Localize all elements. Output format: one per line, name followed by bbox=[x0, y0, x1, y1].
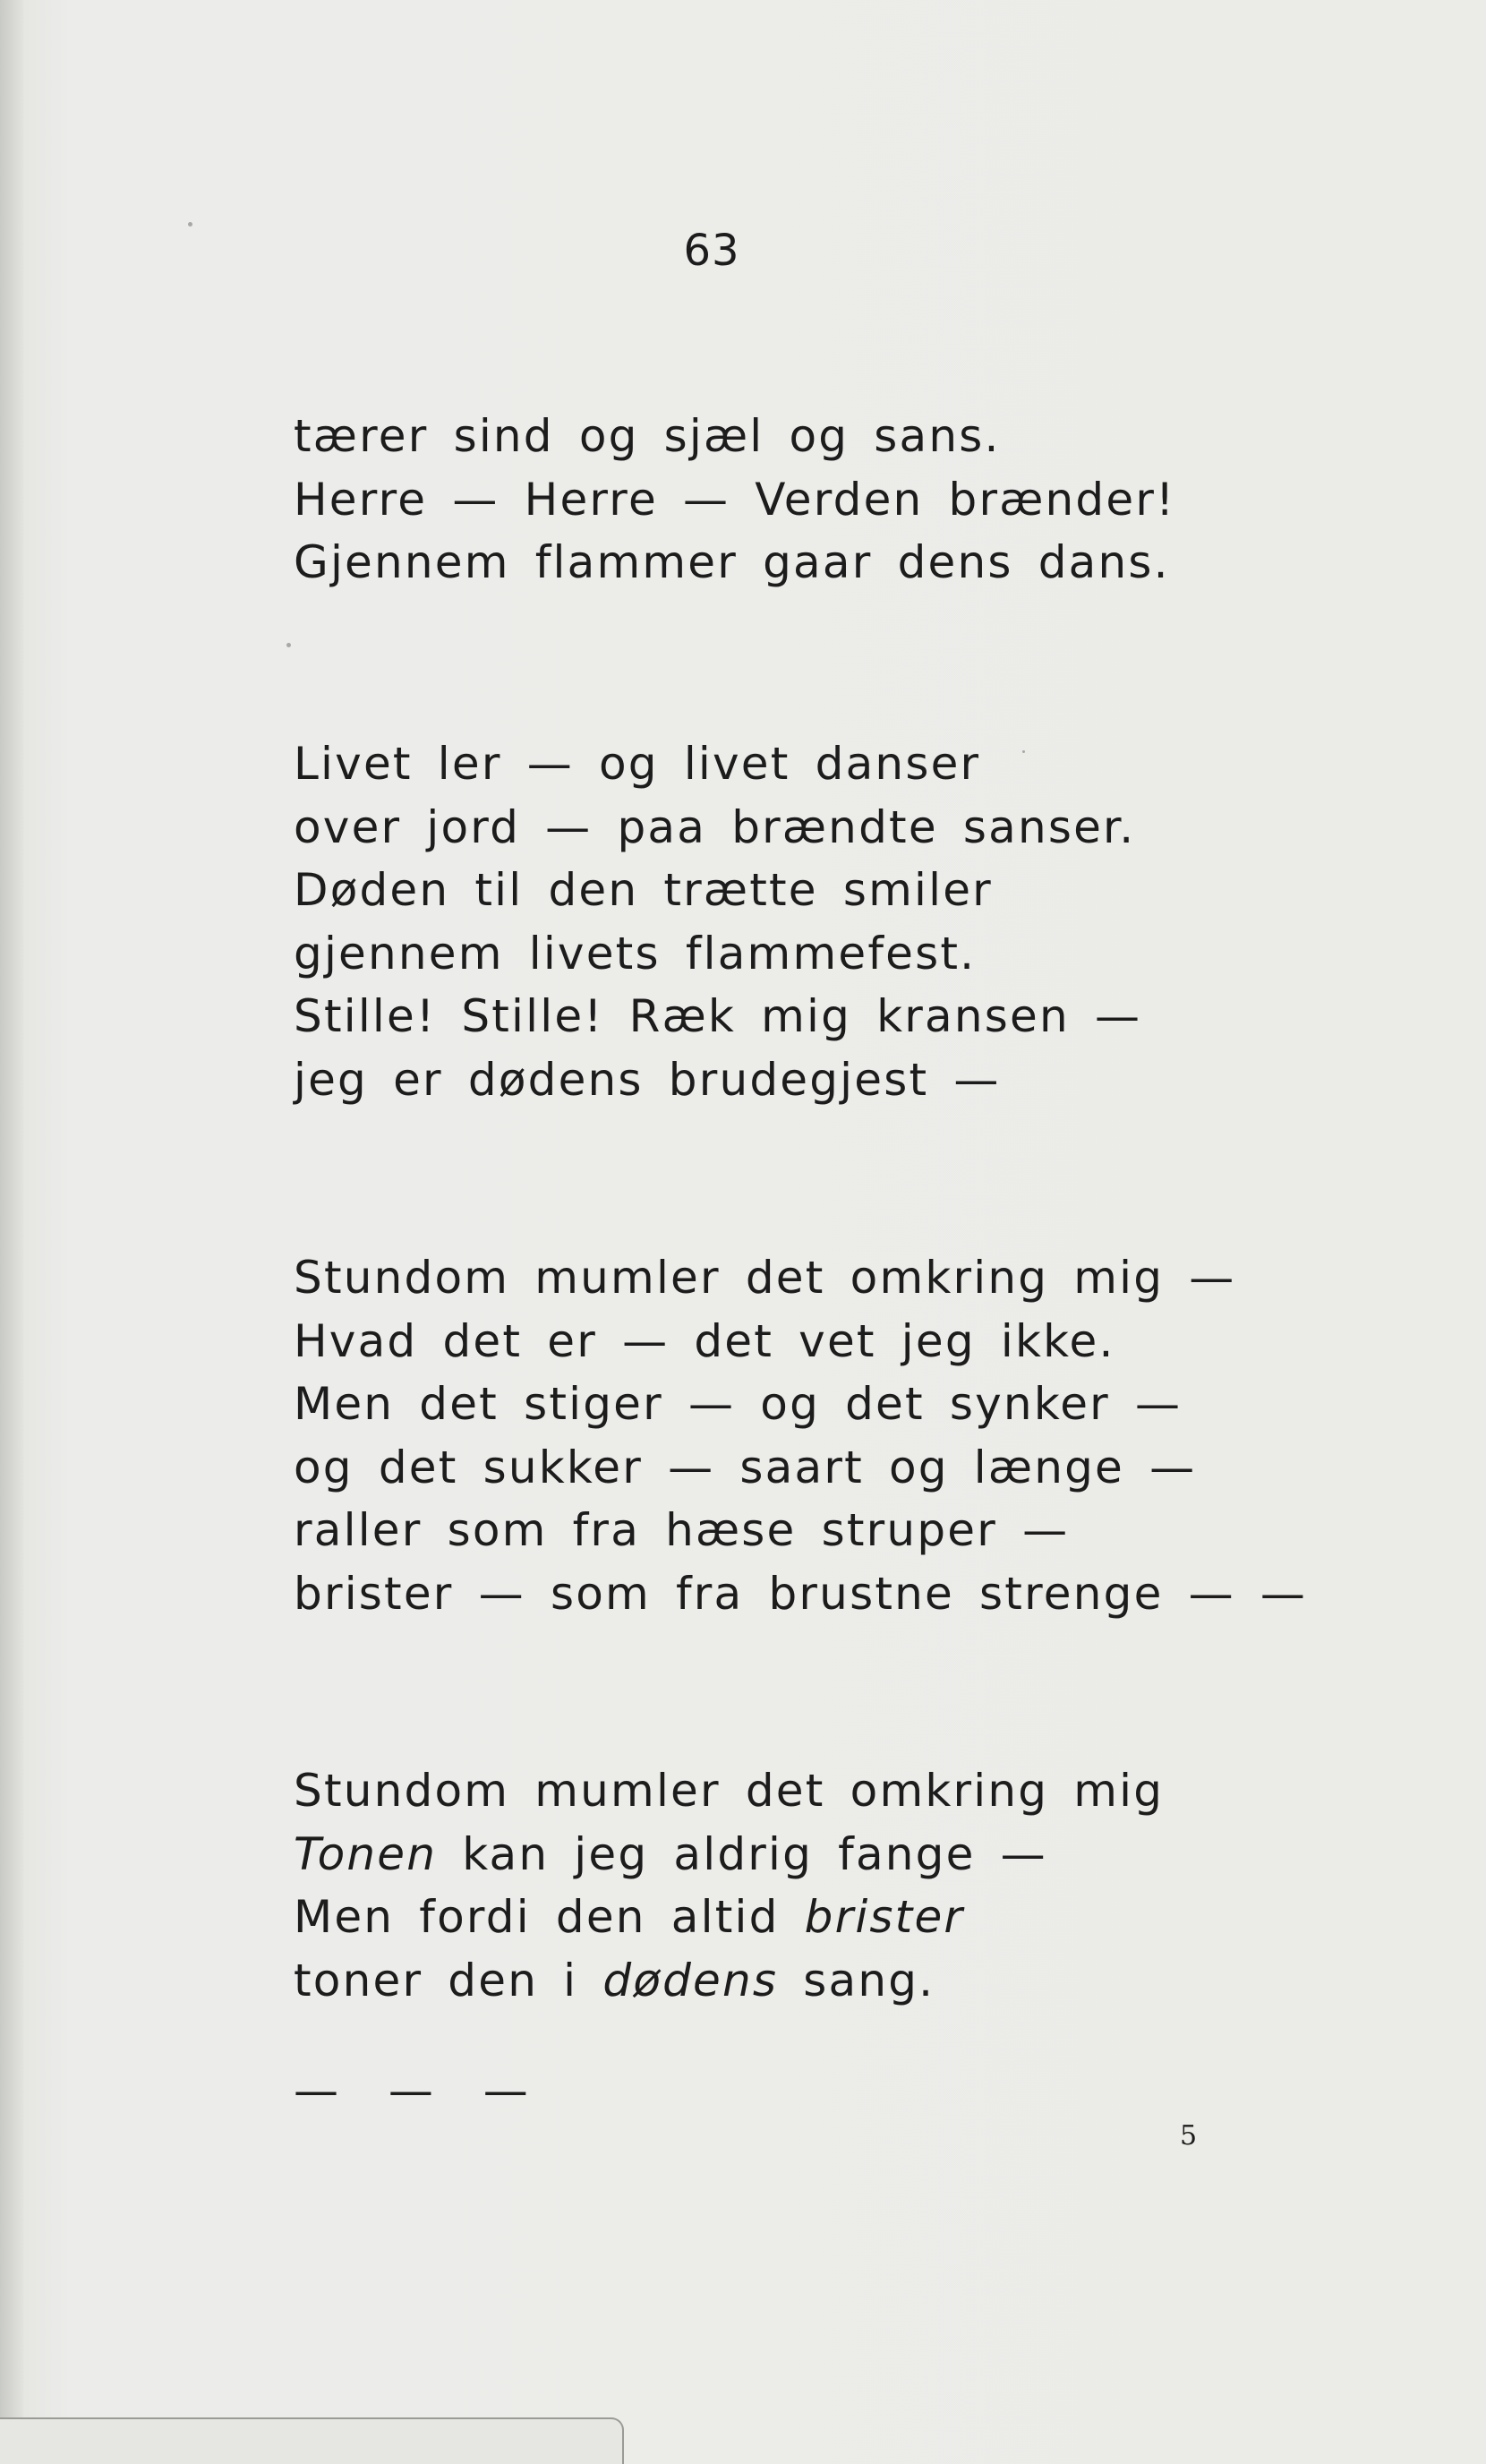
poem-line bbox=[294, 732, 1323, 796]
line-text: Stundom mumler det omkring mig bbox=[294, 1765, 1165, 1817]
italic-word: Tonen bbox=[294, 1827, 438, 1880]
line-text: Herre — Herre — Verden brænder! bbox=[294, 473, 1176, 526]
line-text: Hvad det er — det vet jeg ikke. bbox=[294, 1314, 1115, 1367]
line-text: Stundom mumler det omkring mig — bbox=[294, 1252, 1236, 1304]
line-text: jeg er dødens brudegjest — bbox=[294, 1053, 1001, 1106]
line-text: gjennem livets flammefest. bbox=[294, 927, 977, 980]
line-text: tærer sind og sjæl og sans. bbox=[294, 410, 1001, 462]
printer-signature-mark: 5 bbox=[1180, 2120, 1198, 2152]
poem-line bbox=[294, 468, 1323, 532]
poem-line bbox=[294, 1310, 1323, 1373]
stanza-1 bbox=[294, 405, 1323, 595]
poem-line bbox=[294, 1373, 1323, 1436]
poem-line bbox=[294, 985, 1323, 1048]
paper-speck bbox=[286, 643, 291, 647]
scan-bottom-tab bbox=[0, 2417, 624, 2464]
line-text: Men fordi den altid bbox=[294, 1891, 805, 1943]
line-text: Stille! Stille! Ræk mig kransen — bbox=[294, 990, 1142, 1042]
stanza-2 bbox=[294, 732, 1323, 1111]
line-text: Gjennem flammer gaar dens dans. bbox=[294, 536, 1170, 588]
poem-line bbox=[294, 922, 1323, 986]
poem-line bbox=[294, 1246, 1323, 1310]
line-text: sang. bbox=[778, 1954, 935, 2006]
italic-word: brister bbox=[804, 1891, 965, 1943]
line-text: over jord — paa brændte sanser. bbox=[294, 800, 1136, 853]
poem-line bbox=[294, 859, 1323, 922]
line-text: kan jeg aldrig fange — bbox=[437, 1827, 1047, 1880]
poem-line bbox=[294, 1436, 1323, 1500]
poem-line bbox=[294, 531, 1323, 595]
poem-line bbox=[294, 1886, 1323, 1949]
poem-line bbox=[294, 1823, 1323, 1886]
line-text: Døden til den trætte smiler bbox=[294, 864, 993, 916]
line-text: Men det stiger — og det synker — bbox=[294, 1378, 1183, 1430]
poem-line bbox=[294, 1499, 1323, 1562]
poem-line bbox=[294, 1949, 1323, 2013]
poem-line bbox=[294, 796, 1323, 860]
page-number: 63 bbox=[683, 226, 740, 276]
poem-line bbox=[294, 405, 1323, 468]
poem-line bbox=[294, 1562, 1323, 1626]
italic-word: dødens bbox=[602, 1954, 779, 2006]
line-text: raller som fra hæse struper — bbox=[294, 1504, 1070, 1556]
line-text: Livet ler — og livet danser bbox=[294, 738, 981, 790]
line-text: brister — som fra brustne strenge — — bbox=[294, 1567, 1308, 1620]
poem-line bbox=[294, 1759, 1323, 1823]
line-text: toner den i bbox=[294, 1954, 603, 2006]
line-text: og det sukker — saart og længe — bbox=[294, 1441, 1197, 1493]
poem-line bbox=[294, 1048, 1323, 1112]
page-binding-edge bbox=[0, 0, 23, 2464]
stanza-4 bbox=[294, 1759, 1323, 2012]
stanza-3 bbox=[294, 1246, 1323, 1625]
closing-dashes: — — — bbox=[294, 2065, 546, 2117]
